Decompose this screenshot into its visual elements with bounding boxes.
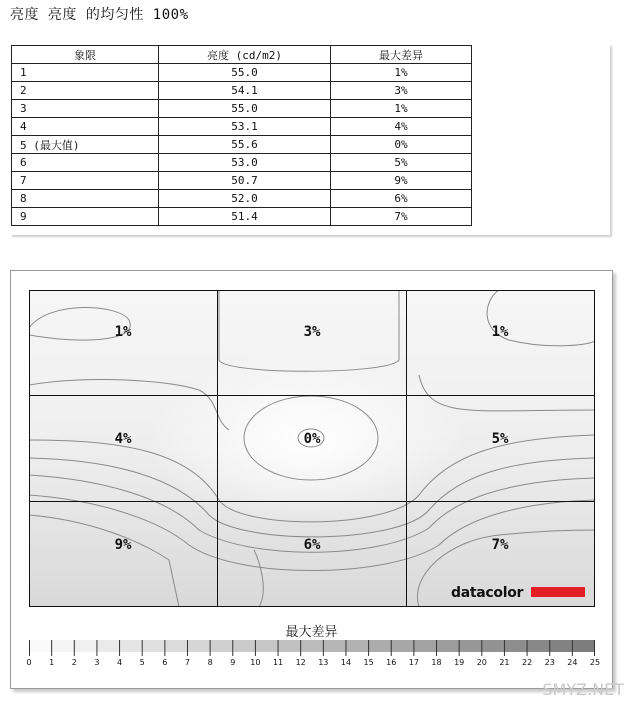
table-row xyxy=(12,82,472,100)
scale-swatch xyxy=(527,640,550,652)
cell-luminance: 55.0 xyxy=(159,100,331,118)
scale-swatch xyxy=(391,640,414,652)
table-row xyxy=(12,190,472,208)
scale-tick-label: 3 xyxy=(94,658,100,667)
scale-tick-label: 16 xyxy=(386,658,397,667)
scale-swatch xyxy=(437,640,460,652)
cell-luminance: 51.4 xyxy=(159,208,331,226)
scale-tick-label: 22 xyxy=(521,658,533,667)
grid-value-3: 1% xyxy=(491,324,509,340)
scale-swatch xyxy=(29,640,52,652)
cell-max-diff: 3% xyxy=(331,82,472,100)
cell-quadrant: 6 xyxy=(12,154,159,172)
table-header-row xyxy=(12,46,472,64)
grid-value-9: 7% xyxy=(491,537,509,553)
scale-tick-label: 24 xyxy=(567,658,578,667)
scale-swatch xyxy=(278,640,301,652)
scale-swatch xyxy=(233,640,256,652)
scale-swatch xyxy=(482,640,505,652)
scale-swatch xyxy=(504,640,527,652)
col-header-luminance: 亮度 (cd/m2) xyxy=(159,46,331,64)
cell-max-diff: 1% xyxy=(331,100,472,118)
grid-value-1: 1% xyxy=(114,324,132,340)
logo-text: datacolor xyxy=(451,585,524,601)
cell-luminance: 52.0 xyxy=(159,190,331,208)
datacolor-logo xyxy=(451,582,523,601)
scale-tick-label: 6 xyxy=(162,658,168,667)
scale-tick-label: 14 xyxy=(340,658,352,667)
scale-swatch xyxy=(550,640,573,652)
scale-swatch xyxy=(210,640,233,652)
table-row xyxy=(12,100,472,118)
scale-tick-label: 8 xyxy=(207,658,213,667)
table-row xyxy=(12,136,472,154)
scale-tick-label: 15 xyxy=(363,658,374,667)
cell-quadrant: 1 xyxy=(12,64,159,82)
cell-luminance: 53.0 xyxy=(159,154,331,172)
logo-red-bar xyxy=(531,587,585,597)
cell-max-diff: 4% xyxy=(331,118,472,136)
cell-quadrant: 9 xyxy=(12,208,159,226)
grid-value-6: 5% xyxy=(491,431,509,447)
scale-swatch xyxy=(165,640,188,652)
cell-max-diff: 5% xyxy=(331,154,472,172)
cell-quadrant: 5 (最大值) xyxy=(12,136,159,154)
scale-tick-label: 2 xyxy=(71,658,77,667)
grid-value-2: 3% xyxy=(303,324,321,340)
cell-max-diff: 6% xyxy=(331,190,472,208)
grid-value-5: 0% xyxy=(303,431,321,447)
col-header-quadrant: 象限 xyxy=(12,46,159,64)
scale-bar xyxy=(29,640,595,656)
scale-tick-label: 1 xyxy=(49,658,55,667)
uniformity-table xyxy=(11,45,472,226)
scale-tick-label: 18 xyxy=(431,658,442,667)
scale-tick-label: 23 xyxy=(544,658,555,667)
scale-swatch xyxy=(97,640,120,652)
cell-luminance: 55.0 xyxy=(159,64,331,82)
table-row xyxy=(12,154,472,172)
grid-value-7: 9% xyxy=(114,537,132,553)
scale-swatch xyxy=(323,640,346,652)
cell-max-diff: 9% xyxy=(331,172,472,190)
scale-swatch xyxy=(74,640,97,652)
scale-tick-label: 9 xyxy=(230,658,236,667)
scale-tick-label: 20 xyxy=(476,658,487,667)
cell-luminance: 55.6 xyxy=(159,136,331,154)
scale-swatch xyxy=(459,640,482,652)
scale-swatch xyxy=(255,640,278,652)
scale-swatch xyxy=(142,640,165,652)
cell-luminance: 50.7 xyxy=(159,172,331,190)
scale-tick-label: 10 xyxy=(250,658,261,667)
scale-tick-label: 0 xyxy=(26,658,32,667)
scale-tick-label: 7 xyxy=(184,658,191,667)
cell-quadrant: 8 xyxy=(12,190,159,208)
scale-tick-label: 17 xyxy=(408,658,419,667)
watermark: SMYZ.NET xyxy=(542,680,624,699)
scale-tick-label: 5 xyxy=(139,658,145,667)
uniformity-table-container xyxy=(10,44,610,235)
cell-luminance: 54.1 xyxy=(159,82,331,100)
cell-quadrant: 4 xyxy=(12,118,159,136)
cell-quadrant: 7 xyxy=(12,172,159,190)
scale-tick-label: 11 xyxy=(272,658,284,667)
table-row xyxy=(12,118,472,136)
cell-max-diff: 0% xyxy=(331,136,472,154)
scale-swatch xyxy=(346,640,369,652)
table-row xyxy=(12,64,472,82)
scale-swatch xyxy=(369,640,392,652)
page-title: 亮度 亮度 的均匀性 100% xyxy=(10,7,189,23)
cell-max-diff: 7% xyxy=(331,208,472,226)
cell-luminance: 53.1 xyxy=(159,118,331,136)
scale-tick-label: 13 xyxy=(318,658,329,667)
scale-tick-label: 21 xyxy=(499,658,510,667)
grid-value-8: 6% xyxy=(303,537,321,553)
uniformity-contour-map xyxy=(29,290,595,607)
table-row xyxy=(12,208,472,226)
scale-tick-label: 12 xyxy=(295,658,306,667)
scale-swatch xyxy=(301,640,324,652)
grid-value-4: 4% xyxy=(114,431,132,447)
scale-tick-label: 19 xyxy=(454,658,465,667)
col-header-max-diff: 最大差异 xyxy=(331,46,472,64)
scale-swatch xyxy=(52,640,75,652)
scale-swatch xyxy=(120,640,143,652)
scale-title: 最大差异 xyxy=(285,625,338,640)
table-row xyxy=(12,172,472,190)
uniformity-map-panel xyxy=(10,270,613,689)
scale-swatch xyxy=(414,640,437,652)
scale-swatch xyxy=(187,640,210,652)
scale-tick-label: 4 xyxy=(117,658,123,667)
cell-quadrant: 3 xyxy=(12,100,159,118)
scale-tick-label: 25 xyxy=(589,658,601,667)
scale-swatch xyxy=(572,640,595,652)
cell-max-diff: 1% xyxy=(331,64,472,82)
scale-tick-labels xyxy=(11,658,612,670)
cell-quadrant: 2 xyxy=(12,82,159,100)
